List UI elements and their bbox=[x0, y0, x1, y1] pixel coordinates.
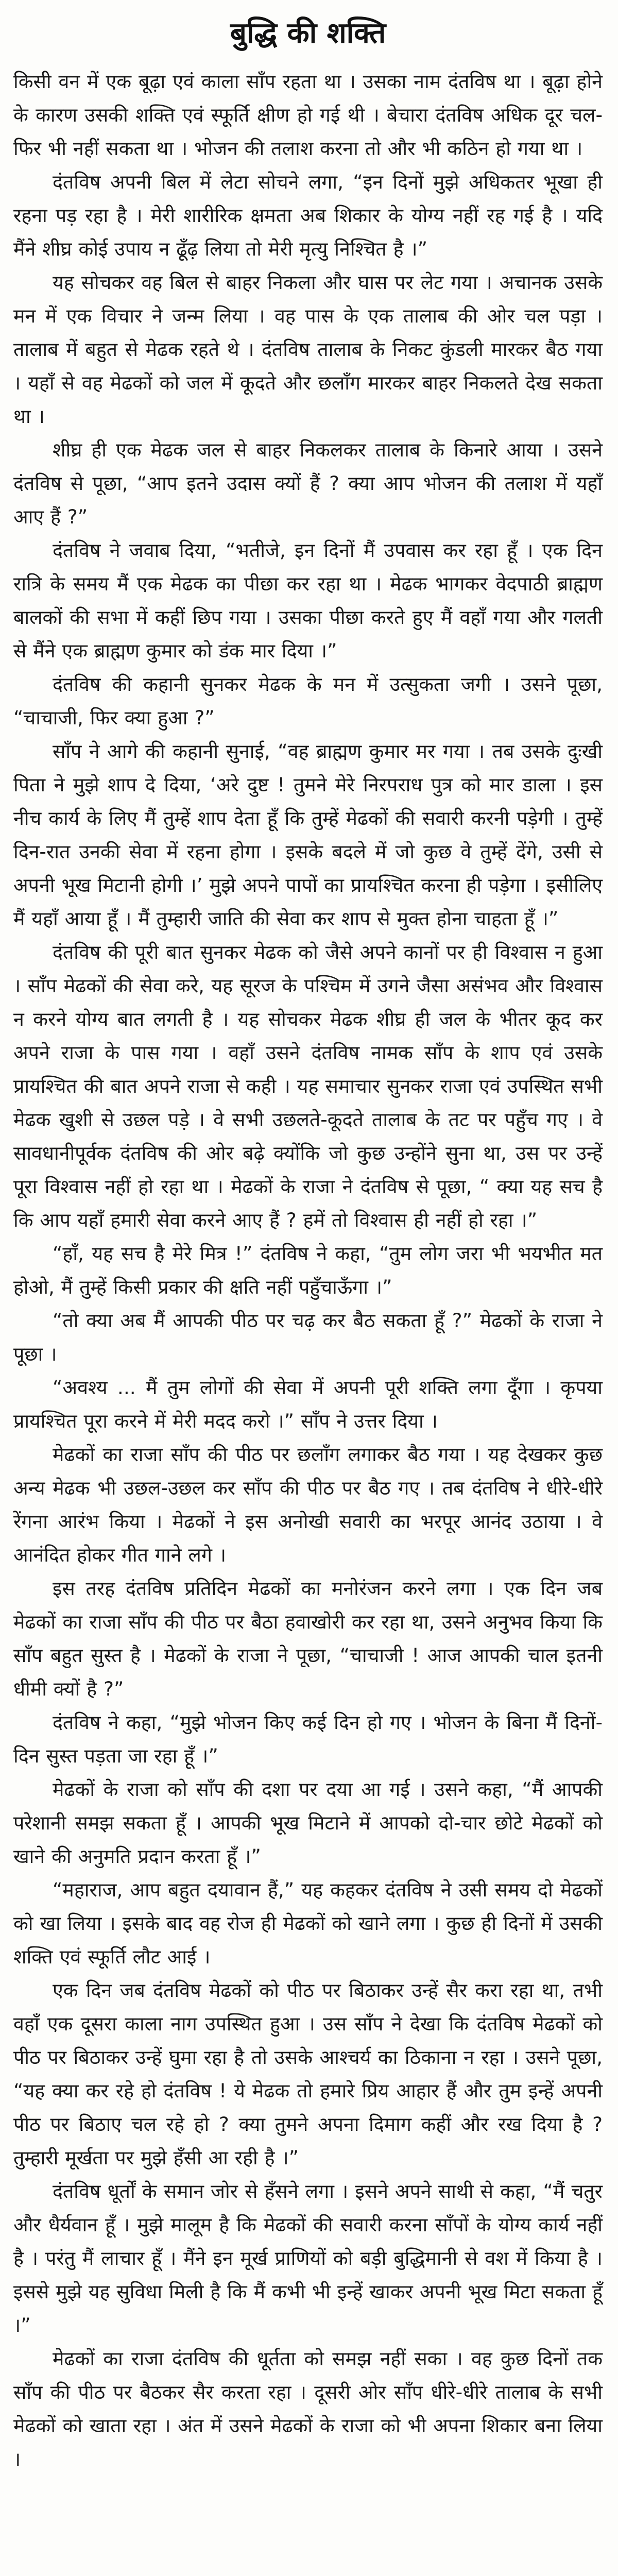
paragraph-10: “तो क्या अब मैं आपकी पीठ पर चढ़ कर बैठ सकता हूँ ?” मेढकों के राजा ने पूछा । bbox=[13, 1309, 603, 1365]
paragraph-8: दंतविष की पूरी बात सुनकर मेढक को जैसे अपने कानों पर ही विश्वास न हुआ । साँप मेढकों की सेवा करे, यह सूरज के पश्चिम में उगने जैसा असंभव और विश्वास न करने योग्य बात लगती है । यह सोचकर मेढक शीघ्र ही जल के भीतर कूद कर अपने राजा के पास गया । वहाँ उसने दंतविष नामक साँप के शाप एवं उसके प्रायश्चित की बात अपने राजा से कही । यह समाचार सुनकर राजा एवं उपस्थित सभी मेढक खुशी से उछल पड़े । वे सभी उछलते-कूदते तालाब के तट पर पहुँच गए । वे सावधानीपूर्वक दंतविष की ओर बढ़े क्योंकि जो कुछ उन्होंने सुना था, उस पर उन्हें पूरा विश्वास नहीं हो रहा था । मेढकों के राजा ने दंतविष से पूछा, “ क्या यह सच है कि आप यहाँ हमारी सेवा करने आए हैं ? हमें तो विश्वास ही नहीं हो रहा ।” bbox=[13, 941, 603, 1231]
paragraph-18: दंतविष धूर्तों के समान जोर से हँसने लगा । इसने अपने साथी से कहा, “मैं चतुर और धैर्यवान हूँ । मुझे मालूम है कि मेढकों की सवारी करना साँपों के योग्य कार्य नहीं है । परंतु मैं लाचार हूँ । मैंने इन मूर्ख प्राणियों को बड़ी बुद्धिमानी से वश में किया है । इससे मुझे यह सुविधा मिली है कि मैं कभी भी इन्हें खाकर अपनी भूख मिटा सकता हूँ ।” bbox=[13, 2180, 603, 2336]
page-title: बुद्धि की शक्ति bbox=[230, 16, 386, 50]
paragraph-16: “महाराज, आप बहुत दयावान हैं,” यह कहकर दंतविष ने उसी समय दो मेढकों को खा लिया । इसके बाद वह रोज ही मेढकों को खाने लगा । कुछ ही दिनों में उसकी शक्ति एवं स्फूर्ति लौट आई । bbox=[13, 1878, 603, 1968]
paragraph-4: शीघ्र ही एक मेढक जल से बाहर निकलकर तालाब के किनारे आया । उसने दंतविष से पूछा, “आप इतने उदास क्यों हैं ? क्या आप भोजन की तलाश में यहाँ आए हैं ?” bbox=[13, 438, 603, 528]
paragraph-6: दंतविष की कहानी सुनकर मेढक के मन में उत्सुकता जगी । उसने पूछा, “चाचाजी, फिर क्या हुआ ?” bbox=[13, 673, 603, 729]
paragraph-12: मेढकों का राजा साँप की पीठ पर छलाँग लगाकर बैठ गया । यह देखकर कुछ अन्य मेढक भी उछल-उछल कर साँप की पीठ पर बैठ गए । तब दंतविष ने धीरे-धीरे रेंगना आरंभ किया । मेढकों ने इस अनोखी सवारी का भरपूर आनंद उठाया । वे आनंदित होकर गीत गाने लगे । bbox=[13, 1443, 603, 1566]
paragraph-14: दंतविष ने कहा, “मुझे भोजन किए कई दिन हो गए । भोजन के बिना मैं दिनों-दिन सुस्त पड़ता जा रहा हूँ ।” bbox=[13, 1711, 603, 1767]
paragraph-15: मेढकों के राजा को साँप की दशा पर दया आ गई । उसने कहा, “मैं आपकी परेशानी समझ सकता हूँ । आपकी भूख मिटाने में आपको दो-चार छोटे मेढकों को खाने की अनुमति प्रदान करता हूँ ।” bbox=[13, 1778, 603, 1868]
paragraph-2: दंतविष अपनी बिल में लेटा सोचने लगा, “इन दिनों मुझे अधिकतर भूखा ही रहना पड़ रहा है । मेरी शारीरिक क्षमता अब शिकार के योग्य नहीं रह गई है । यदि मैंने शीघ्र कोई उपाय न ढूँढ़ लिया तो मेरी मृत्यु निश्चित है ।” bbox=[13, 171, 603, 260]
paragraph-7: साँप ने आगे की कहानी सुनाई, “वह ब्राह्मण कुमार मर गया । तब उसके दुःखी पिता ने मुझे शाप दे दिया, ‘अरे दुष्ट ! तुमने मेरे निरपराध पुत्र को मार डाला । इस नीच कार्य के लिए मैं तुम्हें शाप देता हूँ कि तुम्हें मेढकों की सवारी करनी पड़ेगी । तुम्हें दिन-रात उनकी सेवा में रहना होगा । इसके बदले में जो कुछ वे तुम्हें देंगे, उसी से अपनी भूख मिटानी होगी ।’ मुझे अपने पापों का प्रायश्चित करना ही पड़ेगा । इसीलिए मैं यहाँ आया हूँ । मैं तुम्हारी जाति की सेवा कर शाप से मुक्त होना चाहता हूँ ।” bbox=[13, 740, 603, 930]
paragraph-9: “हाँ, यह सच है मेरे मित्र !” दंतविष ने कहा, “तुम लोग जरा भी भयभीत मत होओ, मैं तुम्हें किसी प्रकार की क्षति नहीं पहुँचाऊँगा ।” bbox=[13, 1242, 603, 1298]
paragraph-11: “अवश्य ... मैं तुम लोगों की सेवा में अपनी पूरी शक्ति लगा दूँगा । कृपया प्रायश्चित पूरा करने में मेरी मदद करो ।” साँप ने उत्तर दिया । bbox=[13, 1376, 603, 1432]
paragraph-1: किसी वन में एक बूढ़ा एवं काला साँप रहता था । उसका नाम दंतविष था । बूढ़ा होने के कारण उसकी शक्ति एवं स्फूर्ति क्षीण हो गई थी । बेचारा दंतविष अधिक दूर चल-फिर भी नहीं सकता था । भोजन की तलाश करना तो और भी कठिन हो गया था । bbox=[13, 70, 603, 160]
paragraph-5: दंतविष ने जवाब दिया, “भतीजे, इन दिनों मैं उपवास कर रहा हूँ । एक दिन रात्रि के समय मैं एक मेढक का पीछा कर रहा था । मेढक भागकर वेदपाठी ब्राह्मण बालकों की सभा में कहीं छिप गया । उसका पीछा करते हुए मैं वहाँ गया और गलती से मैंने एक ब्राह्मण कुमार को डंक मार दिया ।” bbox=[13, 539, 603, 662]
story-body bbox=[13, 65, 603, 2476]
paragraph-19: मेढकों का राजा दंतविष की धूर्तता को समझ नहीं सका । वह कुछ दिनों तक साँप की पीठ पर बैठकर सैर करता रहा । दूसरी ओर साँप धीरे-धीरे तालाब के सभी मेढकों को खाता रहा । अंत में उसने मेढकों के राजा को भी अपना शिकार बना लिया । bbox=[13, 2347, 603, 2470]
paragraph-17: एक दिन जब दंतविष मेढकों को पीठ पर बिठाकर उन्हें सैर करा रहा था, तभी वहाँ एक दूसरा काला नाग उपस्थित हुआ । उस साँप ने देखा कि दंतविष मेढकों को पीठ पर बिठाकर उन्हें घुमा रहा है तो उसके आश्चर्य का ठिकाना न रहा । उसने पूछा, “यह क्या कर रहे हो दंतविष ! ये मेढक तो हमारे प्रिय आहार हैं और तुम इन्हें अपनी पीठ पर बिठाए चल रहे हो ? क्या तुमने अपना दिमाग कहीं और रख दिया है ? तुम्हारी मूर्खता पर मुझे हँसी आ रही है ।” bbox=[13, 1979, 603, 2169]
paragraph-13: इस तरह दंतविष प्रतिदिन मेढकों का मनोरंजन करने लगा । एक दिन जब मेढकों का राजा साँप की पीठ पर बैठा हवाखोरी कर रहा था, उसने अनुभव किया कि साँप बहुत सुस्त है । मेढकों के राजा ने पूछा, “चाचाजी ! आज आपकी चाल इतनी धीमी क्यों है ?” bbox=[13, 1577, 603, 1700]
paragraph-3: यह सोचकर वह बिल से बाहर निकला और घास पर लेट गया । अचानक उसके मन में एक विचार ने जन्म लिया । वह पास के एक तालाब की ओर चल पड़ा । तालाब में बहुत से मेढक रहते थे । दंतविष तालाब के निकट कुंडली मारकर बैठ गया । यहाँ से वह मेढकों को जल में कूदते और छलाँग मारकर बाहर निकलते देख सकता था । bbox=[13, 271, 603, 428]
